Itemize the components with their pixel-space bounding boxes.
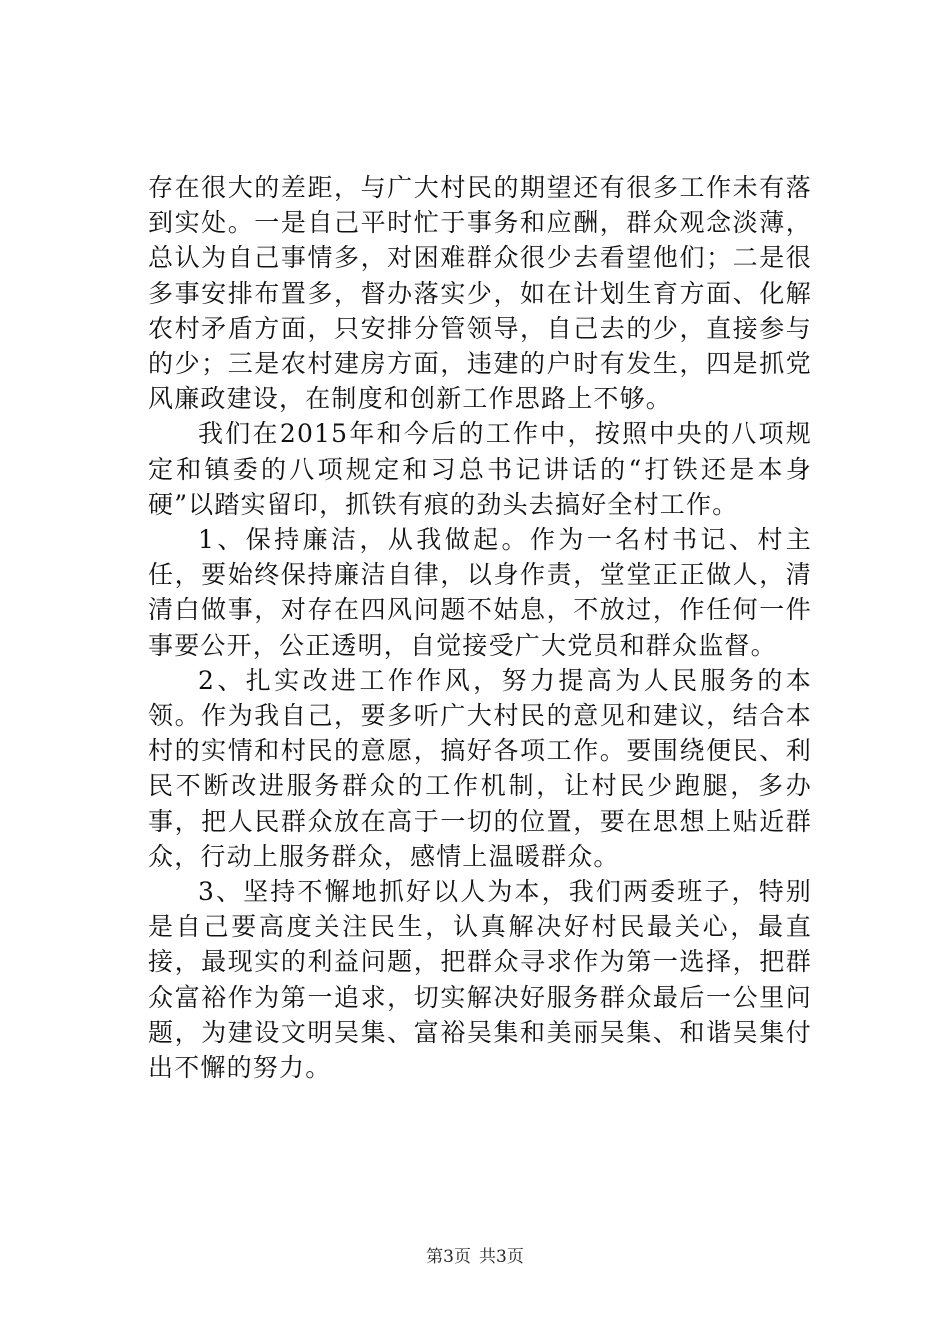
page-footer	[0, 1245, 950, 1269]
paragraph-item-3: 3、坚持不懈地抓好以人为本，我们两委班子，特别是自己要高度关注民生，认真解决好村民最关心，最直接，最现实的利益问题，把群众寻求作为第一选择，把群众富裕作为第一追求，切实解决好服务群众最后一公里问题，为建设文明吴集、富裕吴集和美丽吴集、和谐吴集付出不懈的努力。	[148, 877, 812, 1083]
page-total: 共3页	[479, 1247, 524, 1267]
page-number: 第3页	[426, 1247, 471, 1267]
paragraph-item-2: 2、扎实改进工作作风，努力提高为人民服务的本领。作为我自己，要多听广大村民的意见和建议，结合本村的实情和村民的意愿，搞好各项工作。要围绕便民、利民不断改进服务群众的工作机制，让村民少跑腿，多办事，把人民群众放在高于一切的位置，要在思想上贴近群众，行动上服务群众，感情上温暖群众。	[148, 665, 812, 871]
paragraph-continuation: 存在很大的差距，与广大村民的期望还有很多工作未有落到实处。一是自己平时忙于事务和应酬，群众观念淡薄，总认为自己事情多，对困难群众很少去看望他们；二是很多事安排布置多，督办落实少，如在计划生育方面、化解农村矛盾方面，只安排分管领导，自己去的少，直接参与的少；三是农村建房方面，违建的户时有发生，四是抓党风廉政建设，在制度和创新工作思路上不够。	[148, 173, 812, 414]
paragraph-work-plan: 我们在2015年和今后的工作中，按照中央的八项规定和镇委的八项规定和习总书记讲话的“打铁还是本身硬”以踏实留印，抓铁有痕的劲头去搞好全村工作。	[148, 419, 812, 519]
paragraph-item-1: 1、保持廉洁，从我做起。作为一名村书记、村主任，要始终保持廉洁自律，以身作责，堂堂正正做人，清清白做事，对存在四风问题不姑息，不放过，作任何一件事要公开，公正透明，自觉接受广大党员和群众监督。	[148, 525, 812, 660]
document-body	[148, 170, 812, 1085]
